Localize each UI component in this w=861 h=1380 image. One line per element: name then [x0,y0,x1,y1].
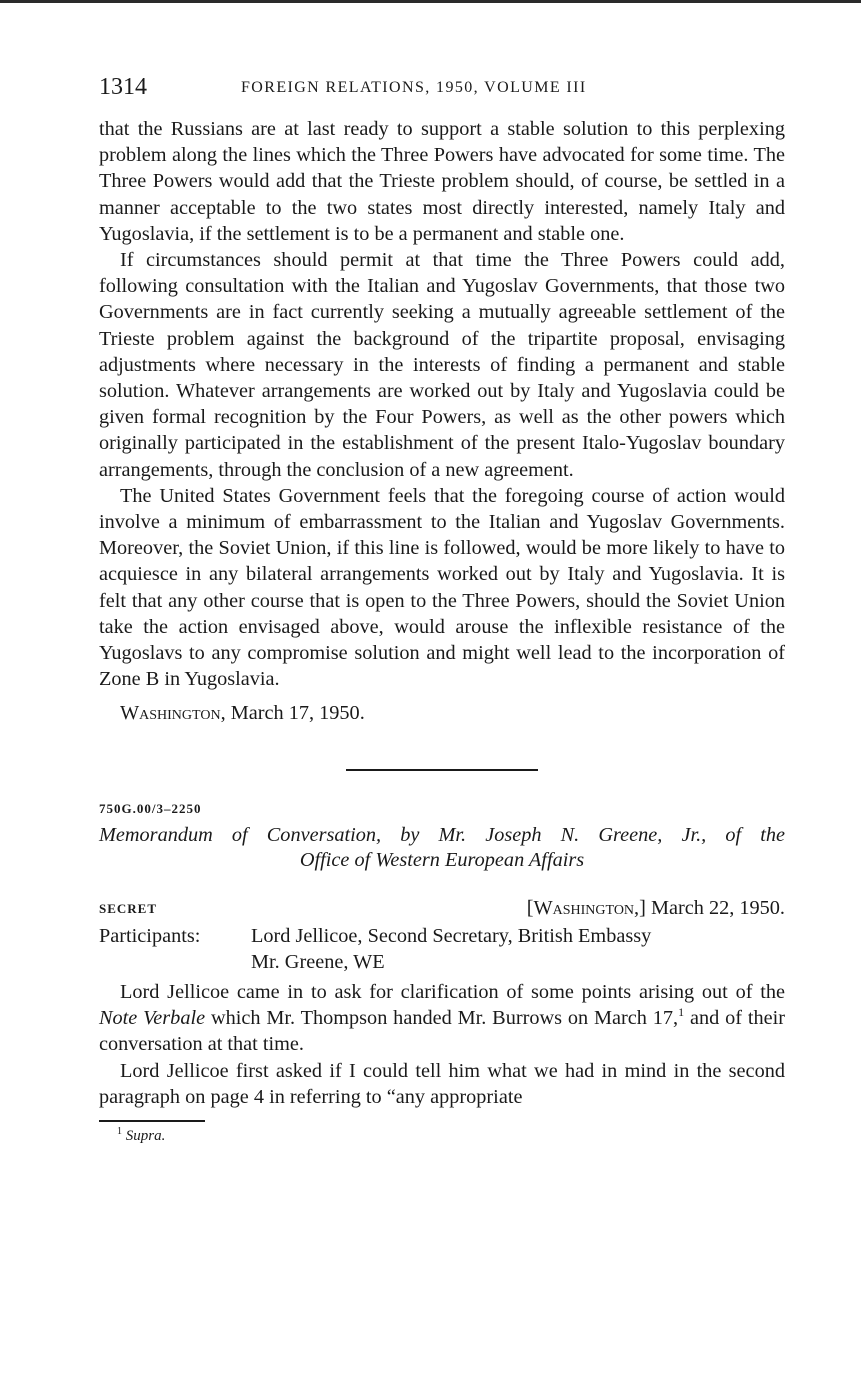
memo-date-prefix: [ [526,896,534,919]
page-header [99,70,785,106]
dateline-date: , March 17, 1950. [220,702,365,725]
memo-date-suffix: ,] March 22, 1950. [634,896,785,919]
footnote-rule [99,1120,205,1122]
document-file-number: 750G.00/3–2250 [99,800,202,816]
memo-date-place: Washington [533,896,635,919]
memo-title-line-2: Office of Western European Affairs [299,848,585,871]
participant-item: Lord Jellicoe, Second Secretary, British Embassy [251,924,652,947]
memo-p1-text-c: and of their conversation at that time. [99,1007,785,1056]
memo-paragraph-first-asked: Lord Jellicoe first asked if I could tell him what we had in mind in the second paragraph on page 4 in referring to “any appropriate [99,1059,785,1108]
paragraph-us-government: The United States Government feels that the foregoing course of action would involve a minimum of embarrassment to the Italian and Yugoslav Governments. Moreover, the Soviet Union, if this line is followed, would be more likely to have to acquiesce in any bilateral arrangements worked out by Italy and Yugoslavia. It is felt that any other course that is open to the Three Powers, should the Soviet Union take the action envisaged above, would arouse the inflexible resistance of the Yugoslavs to any compromise solution and might well lead to the incorporation of Zone B in Yugoslavia. [99,484,785,691]
document-page [99,70,785,1145]
dateline [120,700,785,726]
memo-p1-text-b: which Mr. Thompson handed Mr. Burrows on March 17, [205,1007,679,1030]
memo-date [527,895,785,921]
scan-top-edge [0,0,861,3]
participants-label: Participants: [99,924,201,947]
paragraph-circumstances: If circumstances should permit at that time the Three Powers could add, following consultation with the Italian and Yugoslav Governments, that those two Governments are in fact currently seeking a mutually agreeable settlement of the Trieste problem against the background of the tripartite proposal, envisaging adjustments where necessary in the interests of finding a permanent and stable solution. Whatever arrangements are worked out by Italy and Yugoslavia could be given formal recognition by the Four Powers, as well as the other powers which originally participated in the establishment of the present Italo-Yugoslav boundary arrangements, through the conclusion of a new agreement. [99,249,785,481]
continued-section [99,116,785,727]
participants-block [99,923,785,975]
running-head: FOREIGN RELATIONS, 1950, VOLUME III [241,79,587,96]
memo-title-line-1: Memorandum of Conversation, by Mr. Joseph N. Greene, Jr., of the [99,823,785,846]
footnote-text: Supra. [125,1127,166,1144]
footnote-mark: 1 [117,1125,122,1137]
section-divider [346,769,538,771]
participants-list [251,923,651,975]
memo-paragraph-clarification [99,979,785,1058]
memo-p1-text-a: Lord Jellicoe came in to ask for clarification of some points arising out of the [120,981,785,1004]
memo-title [99,823,785,873]
paragraph-continued: that the Russians are at last ready to support a stable solution to this perplexing problem along the lines which the Three Powers have advocated for some time. The Three Powers would add that the Trieste problem should, of course, be settled in a manner acceptable to the two states most directly interested, namely Italy and Yugoslavia, if the settlement is to be a permanent and stable one. [99,118,785,245]
page-number: 1314 [99,74,147,100]
footnote [117,1125,785,1145]
dateline-place: Washington [120,702,221,725]
classification-label: SECRET [99,900,158,916]
participant-item: Mr. Greene, WE [251,950,385,973]
note-verbale-italic: Note Verbale [99,1007,206,1030]
classification-line [99,895,785,923]
footnote-reference: 1 [678,1005,685,1020]
